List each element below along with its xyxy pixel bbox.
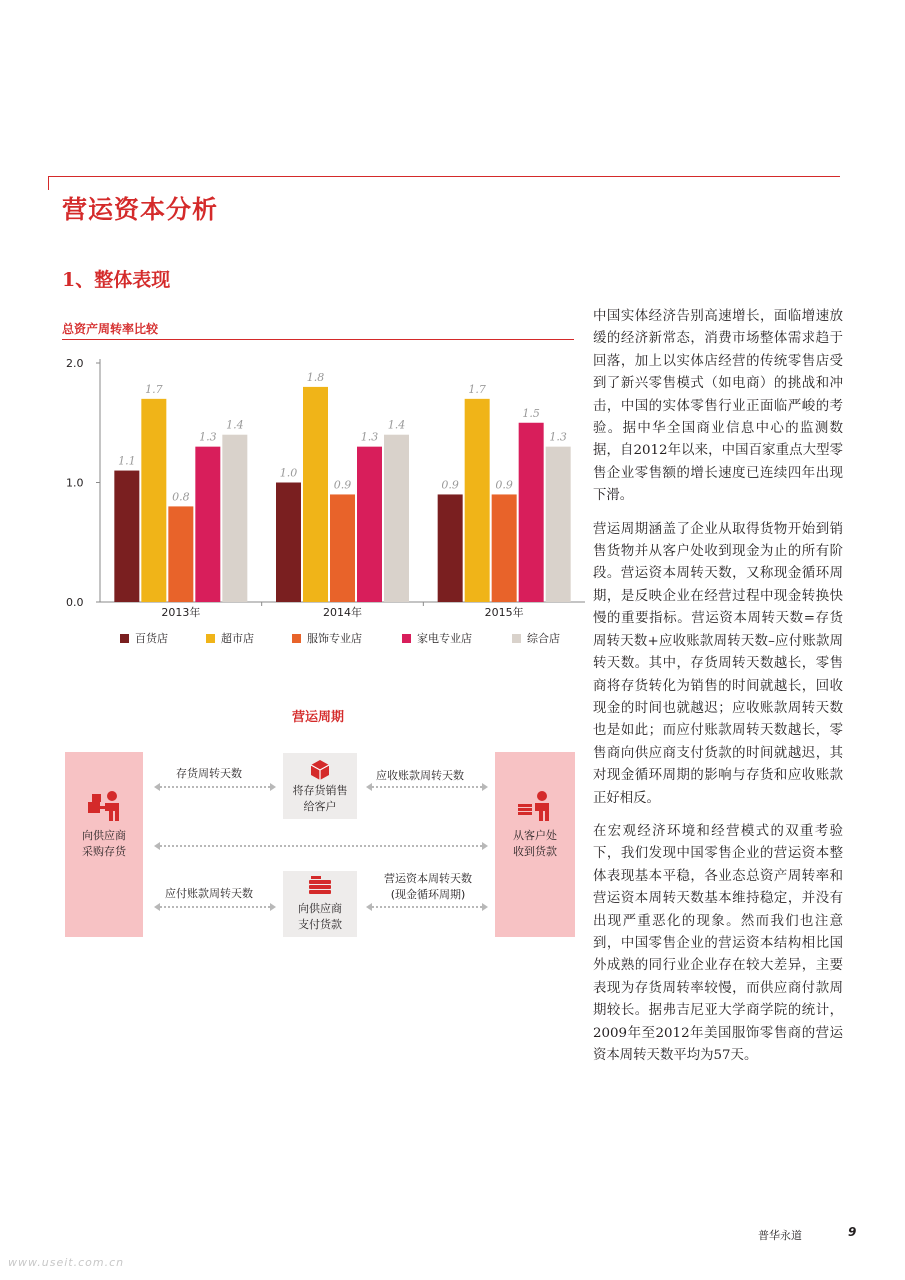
inventory-days-label: 存货周转天数 [176,767,242,780]
legend-swatch [120,634,129,643]
legend-label: 服饰专业店 [307,632,362,645]
y-tick-label: 1.0 [66,476,84,490]
bar [384,435,409,602]
bar-data-label: 1.3 [199,430,217,444]
working-capital-days-label [376,870,480,902]
x-tick-label: 2014年 [323,606,362,619]
arrow-head-right [270,783,276,791]
bar-data-label: 0.9 [495,478,513,492]
center-top-line: 将存货销售 [292,784,348,797]
legend-label: 综合店 [527,632,560,645]
body-text-column [593,306,843,1078]
bar [357,447,382,602]
bar [546,447,571,602]
watermark: www.useit.com.cn [8,1256,125,1269]
bar-data-label: 0.9 [333,478,352,492]
arrow-head-left [154,842,160,850]
bar [141,399,166,602]
legend-swatch [512,634,521,643]
sell-goods-icon [307,757,333,781]
bar-data-label: 1.7 [145,382,163,396]
arrow-head-left [154,783,160,791]
bar-data-label: 1.3 [360,430,379,444]
legend-label: 百货店 [135,632,168,645]
center-top-line: 给客户 [303,800,337,813]
left-box [65,752,143,937]
legend-item-supermarket [206,630,254,646]
legend-label: 超市店 [221,632,254,645]
left-box-label [65,828,143,860]
page-number: 9 [848,1225,857,1239]
body-paragraph-3: 在宏观经济环境和经营模式的双重考验下，我们发现中国零售企业的营运资本整体表现基本平稳，各业态总资产周转率和营运资本周转天数基本维持稳定，并没有出现严重恶化的现象。然而我们也注意到，中国零售企业的营运资本结构相比国外成熟的同行业企业存在较大差异，主要表现为存货周转率较慢，而供应商付款周期较长。据弗吉尼亚大学商学院的统计，2009年至2012年美国服饰零售商的营运资本周转天数平均为57天。 [593,823,843,1063]
legend-label: 家电专业店 [417,632,472,645]
bar-data-label: 1.7 [468,382,486,396]
bar-data-label: 1.4 [226,418,244,432]
bar [438,494,463,602]
bar-data-label: 1.1 [118,454,136,468]
arrow-head-right [270,903,276,911]
payable-days-label: 应付账款周转天数 [165,887,253,900]
chart-title-rule [62,339,574,340]
working-capital-days-text: 营运资本周转天数 [384,872,472,885]
center-top-box [283,753,357,819]
right-box-label [495,828,575,860]
x-tick-label: 2013年 [161,606,201,619]
legend-item-general-store [512,630,560,646]
bar [114,471,139,602]
arrow-receivable [372,786,482,788]
bar-data-label: 1.0 [279,466,298,480]
bar [519,423,544,602]
footer-brand: 普华永道 [758,1229,802,1242]
pay-supplier-icon [306,875,334,899]
cycle-title: 营运周期 [291,710,344,725]
bar-data-label: 1.4 [387,418,406,432]
arrow-head-right [482,903,488,911]
bar [195,447,220,602]
cash-cycle-text: (现金循环周期) [390,888,466,901]
section-title: 营运资本分析 [62,195,219,224]
arrow-payable [160,906,270,908]
header-rule [48,176,840,177]
left-box-line: 向供应商 [82,829,126,842]
center-bottom-box [283,871,357,937]
receive-payment-icon [516,790,554,822]
bar [492,494,517,602]
body-paragraph-2: 营运周期涵盖了企业从取得货物开始到销售货物并从客户处收到现金为止的所有阶段。营运资本周转天数，又称现金循环周期，是反映企业在经营过程中现金转换快慢的重要指标。营运资本周转天数=存货周转天数+应收账款周转天数–应付账款周转天数。其中，存货周转天数越长，零售商将存货转化为销售的时间就越长，回收现金的时间也就越迟；应收账款周转天数也是如此；而应付账款周转天数越长，零售商向供应商支付货款的时间就越迟，其对现金循环周期的影响与存货和应收账款正好相反。 [593,521,843,806]
receivable-days-label: 应收账款周转天数 [376,769,464,782]
bar [303,387,328,602]
center-bottom-line: 向供应商 [298,902,342,915]
arrow-operating-cycle [160,845,482,847]
arrow-head-left [366,903,372,911]
right-box [495,752,575,937]
arrow-working-capital [372,906,482,908]
arrow-head-right [482,842,488,850]
bar-data-label: 0.9 [441,478,459,492]
legend-swatch [292,634,301,643]
legend-item-apparel-store [292,630,362,646]
y-tick-label: 2.0 [66,357,84,370]
right-box-line: 从客户处 [513,829,557,842]
bar [168,506,193,602]
arrow-head-right [482,783,488,791]
header-rule-tick [48,176,49,190]
arrow-head-left [366,783,372,791]
right-box-line: 收到货款 [513,845,557,858]
bar-data-label: 1.5 [522,406,540,420]
y-tick-label: 0.0 [66,596,84,609]
legend-swatch [402,634,411,643]
bar-data-label: 1.3 [549,430,567,444]
bar [276,483,301,603]
left-box-line: 采购存货 [82,845,126,858]
x-tick-label: 2015年 [484,606,524,619]
legend-item-department-store [120,630,168,646]
arrow-inventory [160,786,270,788]
chart-legend [120,630,580,650]
chart-title: 总资产周转率比较 [62,322,159,336]
center-bottom-label [283,901,357,933]
body-paragraph-1: 中国实体经济告别高速增长，面临增速放缓的经济新常态，消费市场整体需求趋于回落，加上以实体店经营的传统零售店受到了新兴零售模式（如电商）的挑战和冲击，中国的实体零售行业正面临严峻的考验。据中华全国商业信息中心的监测数据，自2012年以来，中国百家重点大型零售企业零售额的增长速度已连续四年出现下滑。 [593,309,843,504]
bar-data-label: 1.8 [306,370,325,384]
purchase-icon [85,790,123,822]
bar [465,399,490,602]
bar-data-label: 0.8 [172,490,190,504]
bar [222,435,247,602]
subsection-title: 1、整体表现 [62,269,171,291]
center-top-label [283,783,357,815]
center-bottom-line: 支付货款 [298,918,342,931]
legend-item-electronics-store [402,630,472,646]
arrow-head-left [154,903,160,911]
legend-swatch [206,634,215,643]
asset-turnover-chart [50,345,590,625]
bar [330,494,355,602]
